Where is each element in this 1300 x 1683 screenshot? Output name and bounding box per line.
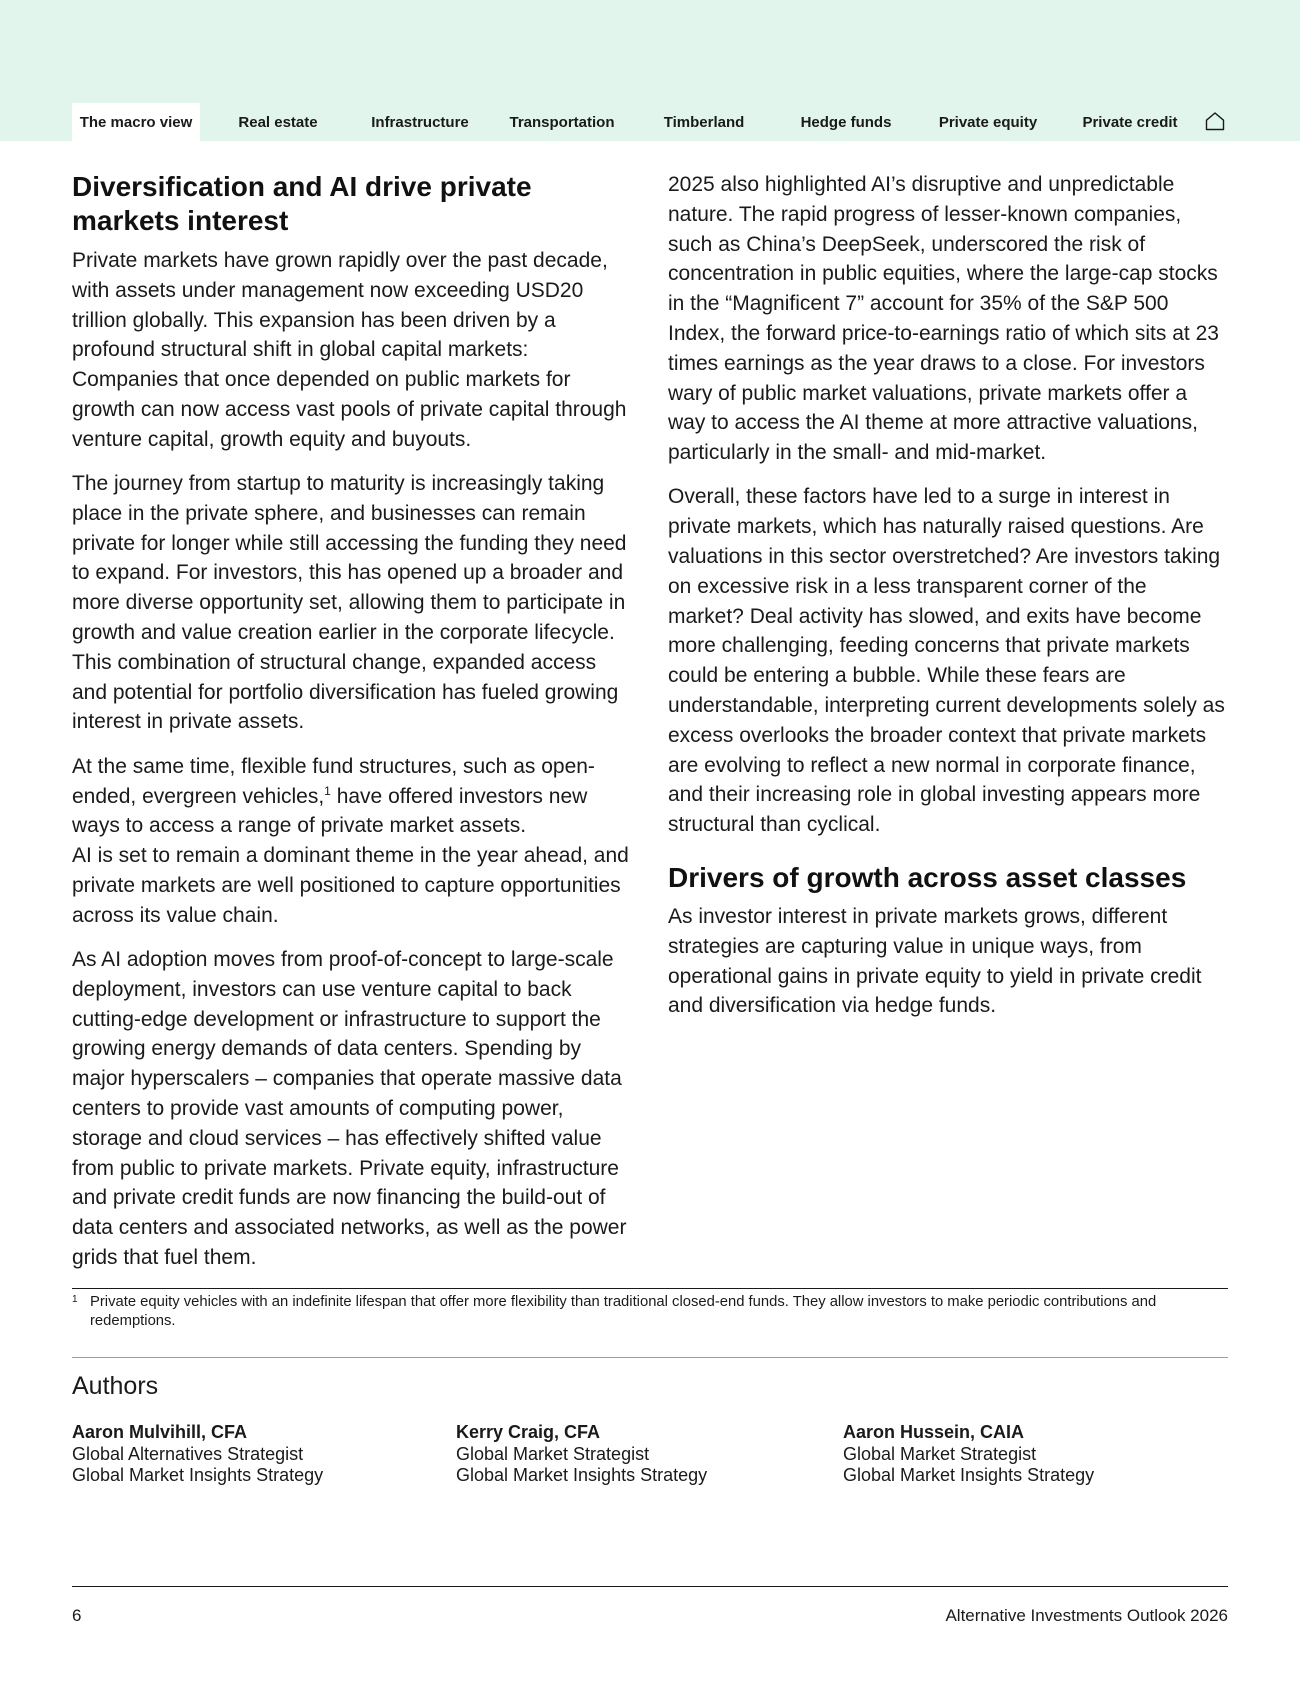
author-team: Global Market Insights Strategy [72, 1465, 324, 1486]
paragraph: As AI adoption moves from proof-of-concept to large-scale deployment, investors can use venture capital to back cutting-edge development or infrastructure to support the growing energy demands of data centers. Spending by major hyperscalers – companies that operate massive data centers to provide vast amounts of computing power, storage and cloud services – has effectively shifted value from public to private markets. Private equity, infrastructure and private credit funds are now financing the build-out of data centers and associated networks, as well as the power grids that fuel them. [72, 948, 627, 1269]
author-title: Global Market Strategist [456, 1443, 650, 1464]
paragraph [72, 752, 630, 931]
tab-hedge-funds[interactable]: Hedge funds [800, 113, 892, 131]
paragraph: Overall, these factors have led to a surge in interest in private markets, which has naturally raised questions. Are valuations in this sector overstretched? Are investors taking on excessive risk in a less transparent corner of the market? Deal activity has slowed, and exits have become more challenging, feeding concerns that private markets could be entering a bubble. While these fears are understandable, interpreting current developments solely as excess overlooks the broader context that private markets are evolving to reflect a new normal in corporate finance, and their increasing role in global investing appears more structural than cyclical. [668, 485, 1225, 837]
publication-title: Alternative Investments Outlook 2026 [945, 1606, 1228, 1625]
section-tabs [72, 103, 1194, 141]
author-name: Aaron Mulvihill, CFA [72, 1422, 248, 1443]
section-heading: Drivers of growth across asset classes [668, 862, 1187, 894]
footer-divider [72, 1586, 1228, 1587]
paragraph-text: AI is set to remain a dominant theme in the year ahead, and private markets are well positioned to capture opportunities across its value chain. [72, 844, 629, 927]
footnote-text: Private equity vehicles with an indefinite lifespan that offer more flexibility than traditional closed-end funds. They allow investors to make periodic contributions and redemptions. [90, 1293, 1157, 1330]
author-name: Aaron Hussein, CAIA [843, 1422, 1025, 1443]
tab-infrastructure[interactable]: Infrastructure [371, 113, 469, 131]
authors-list [72, 1422, 1228, 1487]
author-name: Kerry Craig, CFA [456, 1422, 601, 1443]
page-number: 6 [72, 1606, 82, 1625]
section-heading: Diversification and AI drive private markets interest [72, 171, 532, 236]
paragraph: 2025 also highlighted AI’s disruptive and unpredictable nature. The rapid progress of lesser-known companies, such as China’s DeepSeek, underscored the risk of concentration in public equities, where the large-cap stocks in the “Magnificent 7” account for 35% of the S&P 500 Index, the forward price-to-earnings ratio of which sits at 23 times earnings as the year draws to a close. For investors wary of public market valuations, private markets offer a way to access the AI theme at more attractive valuations, particularly in the small- and mid-market. [668, 173, 1219, 465]
author-card [456, 1422, 843, 1487]
author-card [843, 1422, 1228, 1487]
home-icon[interactable] [1204, 110, 1226, 132]
tab-private-equity[interactable]: Private equity [938, 113, 1038, 131]
tab-transportation[interactable]: Transportation [509, 113, 615, 131]
paragraph-text: At the same time, flexible fund structures, such as open-ended, evergreen vehicles, [72, 754, 595, 808]
right-column [668, 170, 1228, 1036]
author-title: Global Market Strategist [843, 1443, 1037, 1464]
two-column-body [72, 170, 1228, 1287]
footnote [72, 1288, 1228, 1332]
footnote-marker: 1 [72, 1293, 78, 1305]
footnote-reference: 1 [324, 783, 331, 798]
tab-the-macro-view[interactable]: The macro view [72, 103, 200, 141]
author-team: Global Market Insights Strategy [456, 1465, 708, 1486]
left-column [72, 170, 630, 1287]
paragraph: The journey from startup to maturity is increasingly taking place in the private sphere, and businesses can remain private for longer while still accessing the funding they need to expand. For investors, this has opened up a broader and more diverse opportunity set, allowing them to participate in growth and value creation earlier in the corporate lifecycle. This combination of structural change, expanded access and potential for portfolio diversification has fueled growing interest in private assets. [72, 472, 627, 734]
paragraph: As investor interest in private markets grows, different strategies are capturing value in unique ways, from operational gains in private equity to yield in private credit and diversification via hedge funds. [668, 905, 1202, 1018]
author-title: Global Alternatives Strategist [72, 1443, 304, 1464]
tab-private-credit[interactable]: Private credit [1082, 113, 1178, 131]
tab-real-estate[interactable]: Real estate [238, 113, 318, 131]
author-card [72, 1422, 456, 1487]
author-team: Global Market Insights Strategy [843, 1465, 1095, 1486]
main-content [72, 170, 1228, 1487]
accent-divider [72, 1357, 1228, 1358]
tab-timberland[interactable]: Timberland [663, 113, 745, 131]
authors-heading: Authors [72, 1372, 159, 1401]
paragraph-text: have offered investors new ways to access a range of private market assets. [72, 784, 588, 838]
paragraph: Private markets have grown rapidly over the past decade, with assets under management now exceeding USD20 trillion globally. This expansion has been driven by a profound structural shift in global capital markets: Companies that once depended on public markets for growth can now access vast pools of private capital through venture capital, growth equity and buyouts. [72, 249, 627, 451]
